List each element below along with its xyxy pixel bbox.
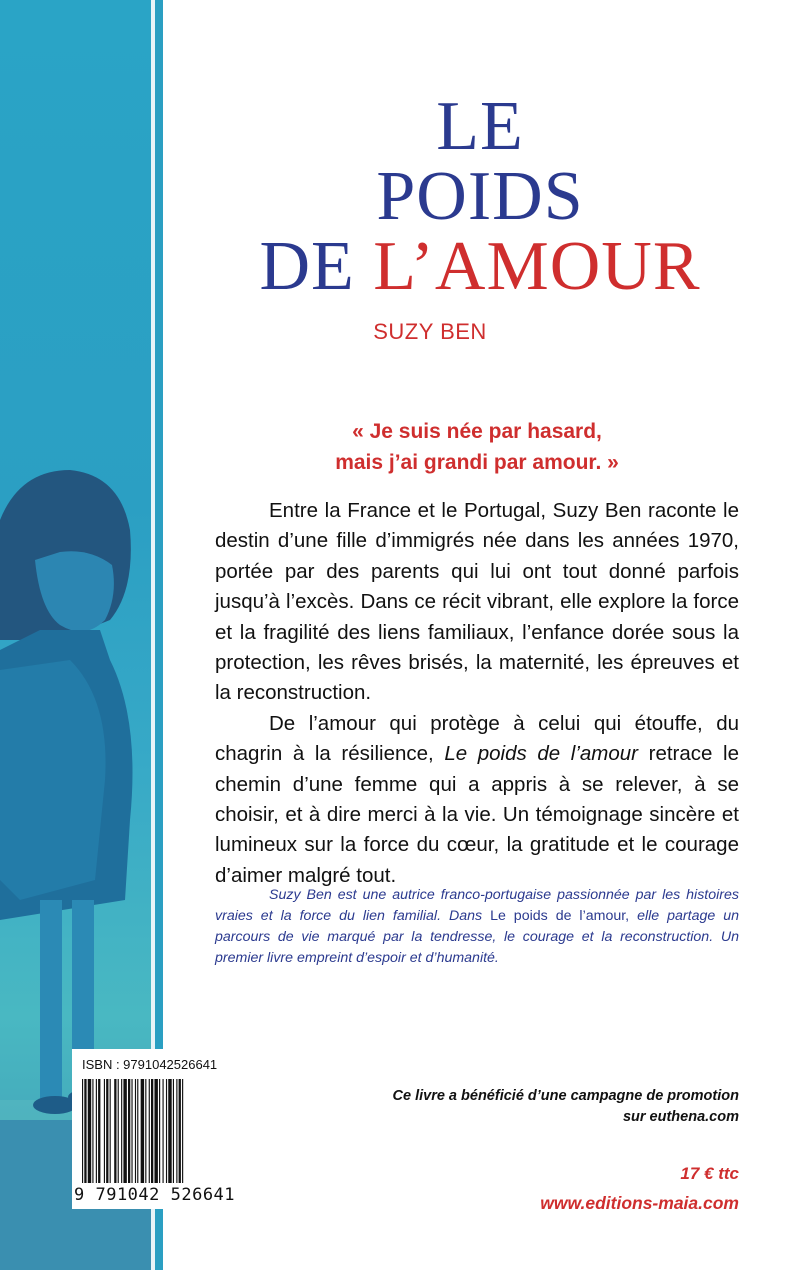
- bio-end: elle partage un parcours de vie marqué par la tendresse, le courage et la reconstruction. Un premier livre empreint d’espoir et d’humanité.: [215, 908, 740, 966]
- summary-book-title: Le poids de l’amour: [444, 742, 639, 766]
- promo-line-1: Ce livre a bénéficié d’une campagne de promotion: [392, 1088, 739, 1104]
- quote-line-2: mais j’ai grandi par amour. »: [335, 451, 619, 474]
- pull-quote: [215, 416, 739, 478]
- price: 17 € ttc: [680, 1164, 739, 1183]
- bio-start: Suzy Ben est une autrice franco-portugaise passionnée par les histoires vraies et la force du lien familial. Dans: [215, 887, 739, 924]
- barcode-panel: [72, 1049, 238, 1209]
- promotion-note: [393, 1086, 739, 1128]
- book-title-line-2: POIDS: [376, 158, 584, 235]
- book-title-line-3: [163, 228, 797, 305]
- promo-line-2: sur euthena.com: [622, 1109, 739, 1125]
- isbn-label: ISBN : 9791042526641: [82, 1057, 218, 1072]
- author-name: SUZY BEN: [373, 319, 487, 344]
- summary-paragraph-2: [215, 709, 739, 891]
- title-prefix: DE: [259, 228, 374, 305]
- publisher-website[interactable]: www.editions-maia.com: [540, 1193, 739, 1213]
- quote-line-1: « Je suis née par hasard,: [352, 420, 602, 443]
- summary-p2-start: De l’amour qui protège à celui qui étouffe, du chagrin à la résilience,: [215, 711, 739, 766]
- bio-book-title: Le poids de l’amour,: [490, 908, 630, 924]
- book-summary: [215, 496, 739, 891]
- summary-paragraph-1: Entre la France et le Portugal, Suzy Ben raconte le destin d’une fille d’immigrés née dans les années 1970, portée par des parents qui lui ont tout donné parfois jusqu’à l’excès. Dans ce récit vibrant, elle explore la force et la fragilité des liens familiaux, l’enfance dorée sous la protection, les rêves brisés, la maternité, les épreuves et la reconstruction.: [215, 499, 739, 705]
- barcode-digits: 9 791042 526641: [74, 1185, 236, 1205]
- summary-p2-end: retrace le chemin d’une femme qui a appris à se relever, à se choisir, et à dire merci à la vie. Un témoignage sincère et lumineux sur la force du cœur, la gratitude et le courage d’aimer malgré tout.: [215, 742, 739, 887]
- book-title-line-1: LE: [436, 88, 524, 165]
- title-highlight: L’AMOUR: [373, 228, 701, 305]
- author-bio: [215, 885, 739, 969]
- barcode-icon: [82, 1079, 232, 1185]
